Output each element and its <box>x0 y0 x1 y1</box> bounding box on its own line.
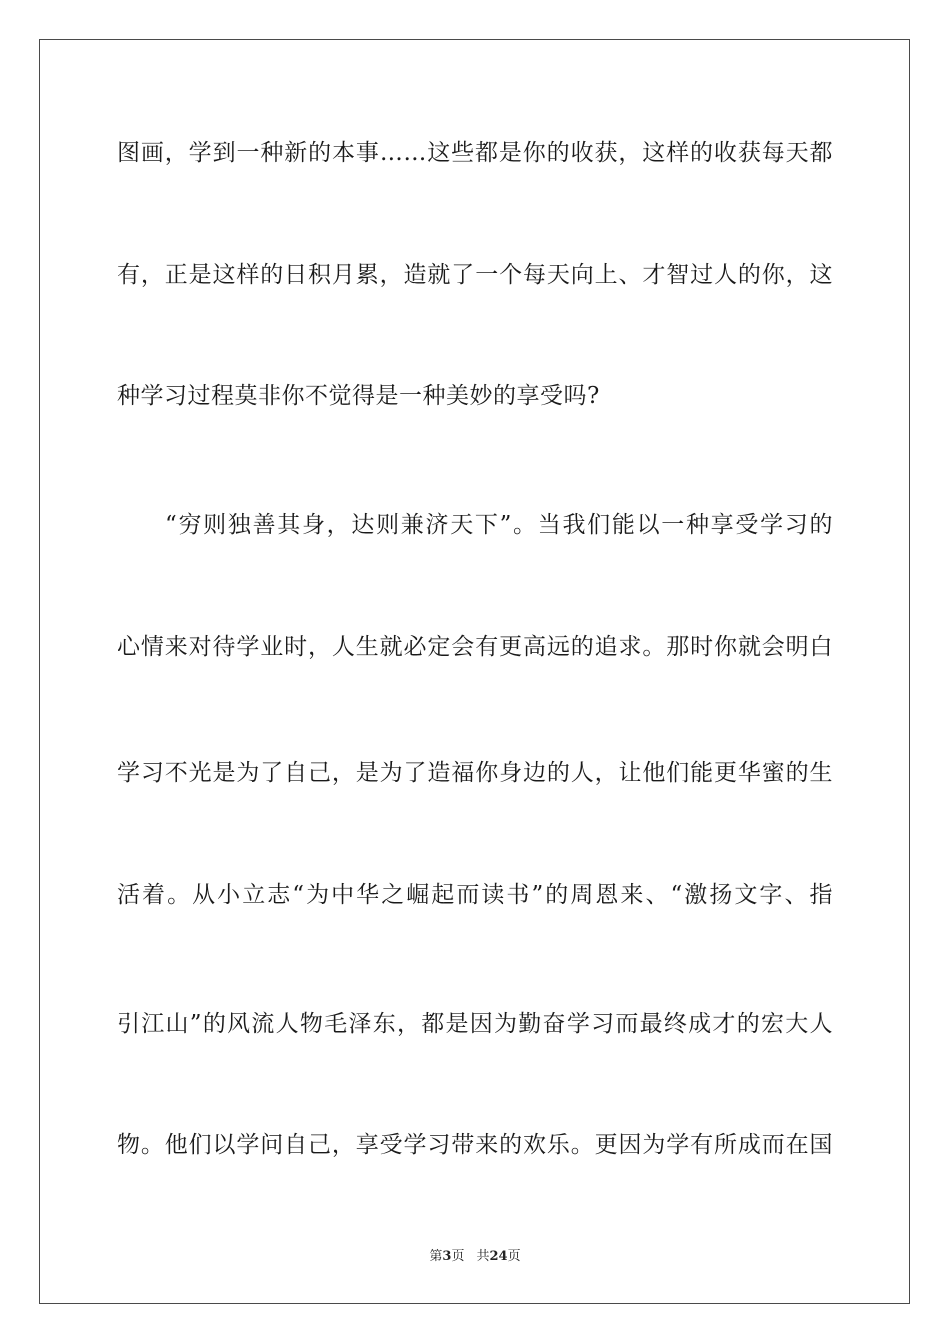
paragraph-line: 活着。从小立志“为中华之崛起而读书”的周恩来、“激扬文字、指 <box>117 882 833 908</box>
paragraph-line: 学习不光是为了自己，是为了造福你身边的人，让他们能更华蜜的生 <box>117 760 833 786</box>
paragraph-line: 引江山”的风流人物毛泽东，都是因为勤奋学习而最终成才的宏大人 <box>117 1011 833 1037</box>
total-prefix: 共 <box>476 1249 490 1264</box>
total-pages: 24 <box>489 1249 508 1264</box>
page-suffix: 页 <box>451 1249 465 1264</box>
paragraph-line: “穷则独善其身，达则兼济天下”。当我们能以一种享受学习的 <box>165 512 833 538</box>
paragraph-line: 心情来对待学业时，人生就必定会有更高远的追求。那时你就会明白 <box>117 634 833 660</box>
page-border <box>39 39 910 1304</box>
paragraph-line: 物。他们以学问自己，享受学习带来的欢乐。更因为学有所成而在国 <box>117 1132 833 1158</box>
paragraph-line: 有，正是这样的日积月累，造就了一个每天向上、才智过人的你，这 <box>117 262 833 288</box>
page-prefix: 第 <box>429 1249 443 1264</box>
paragraph-line: 种学习过程莫非你不觉得是一种美妙的享受吗? <box>117 383 600 409</box>
total-suffix: 页 <box>507 1249 521 1264</box>
page-footer <box>0 1248 950 1266</box>
paragraph-line: 图画，学到一种新的本事……这些都是你的收获，这样的收获每天都 <box>117 140 833 166</box>
page-number: 3 <box>442 1249 452 1264</box>
